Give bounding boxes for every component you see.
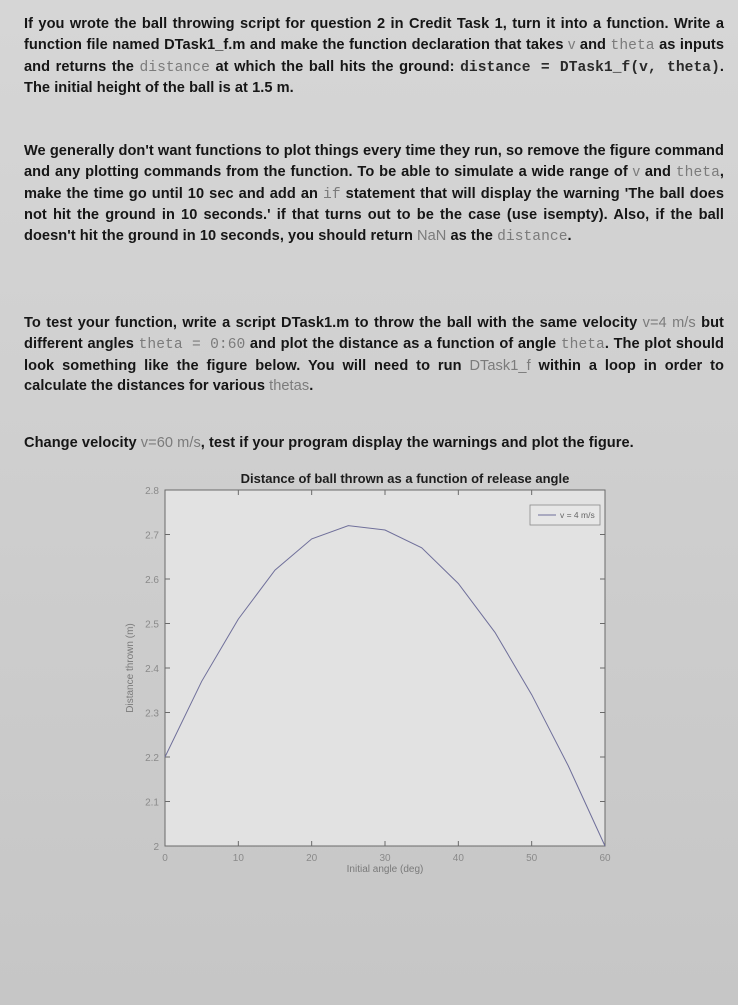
p1-text: . The initial height of the ball is at 1.5 m. <box>24 58 724 97</box>
p4-velocity: v=60 m/s <box>140 435 201 451</box>
y-axis-label: Distance thrown (m) <box>125 623 136 713</box>
y-tick-label: 2 <box>153 842 159 853</box>
p1-var-distance: distance <box>139 59 210 76</box>
p2-isempty: isempty <box>543 207 599 224</box>
y-tick-label: 2.8 <box>145 486 159 497</box>
p2-text: , make the time go until 10 sec and add an <box>24 163 724 202</box>
p3-text: and plot the distance as a function of angle <box>245 335 561 352</box>
y-tick-label: 2.3 <box>145 708 159 720</box>
x-tick-label: 40 <box>452 853 464 864</box>
p2-text: and <box>640 163 676 180</box>
p1-text: and make the function declaration that takes <box>245 36 569 53</box>
x-tick-label: 0 <box>162 853 168 864</box>
p3-text: to throw the ball with the same velocity <box>349 315 643 331</box>
p2-var-theta: theta <box>675 164 720 181</box>
p2-text: We generally don't want functions to plot things every time they run, so remove the figure command and any plotting commands from the function. To be able to simulate a wide range of <box>24 143 724 180</box>
y-tick-label: 2.5 <box>145 619 159 631</box>
legend <box>530 505 600 525</box>
p2-nan: NaN <box>417 228 447 245</box>
p2-var-v: v <box>632 163 641 180</box>
p1-text: as inputs and returns the <box>24 36 724 75</box>
p1-text: and <box>575 36 611 53</box>
y-tick-label: 2.1 <box>145 797 159 809</box>
p4-text: , test if your program display the warnings and plot the figure. <box>200 435 634 451</box>
x-tick-label: 60 <box>599 853 611 864</box>
p1-var-theta: theta <box>610 37 655 54</box>
p3-text: To test your function, write a script <box>24 315 282 331</box>
p2-keyword-if: if <box>323 186 341 203</box>
p2-text: . <box>567 228 572 245</box>
p3-angles: theta = 0:60 <box>138 336 246 353</box>
p1-text: If you wrote the ball throwing script for question 2 in Credit Task 1, turn it into a function. Write a function file named <box>24 16 724 53</box>
x-tick-label: 50 <box>526 853 538 864</box>
p2-text: ). Also, if the ball doesn't hit the ground in 10 seconds, you should return <box>24 207 725 245</box>
x-axis-label: Initial angle (deg) <box>346 864 424 875</box>
x-tick-label: 20 <box>306 853 318 864</box>
y-tick-label: 2.2 <box>145 753 159 764</box>
p3-var-theta: theta <box>560 336 605 353</box>
chart-title: Distance of ball thrown as a function of release angle <box>240 471 570 486</box>
x-tick-label: 10 <box>232 853 244 864</box>
x-tick-label: 30 <box>379 853 391 864</box>
p1-filename: DTask1_f.m <box>164 36 246 53</box>
y-tick-label: 2.6 <box>145 575 159 586</box>
p2-text: as the <box>446 228 498 245</box>
plot-area <box>165 490 605 846</box>
legend-entry: v = 4 m/s <box>560 510 595 520</box>
p2-var-distance: distance <box>497 229 568 246</box>
y-tick-label: 2.4 <box>145 664 159 675</box>
p3-func-name: DTask1_f <box>469 357 531 374</box>
y-tick-label: 2.7 <box>145 530 159 542</box>
p3-script-name: DTask1.m <box>281 315 350 331</box>
p1-code-signature: distance = DTask1_f(v, theta) <box>460 59 720 76</box>
p3-text: . The plot should look something like the figure below. You will need to run <box>24 335 724 374</box>
p2-text: statement that will display the warning 'The ball does not hit the ground in 10 seconds.' if that turns out to be the case (use <box>24 185 725 224</box>
p3-text: . <box>309 378 314 395</box>
p1-text: at which the ball hits the ground: <box>209 58 461 75</box>
p3-text: but different angles <box>24 315 724 352</box>
p4-text: Change velocity <box>24 435 141 451</box>
p3-thetas: thetas <box>269 378 310 395</box>
p1-var-v: v <box>568 36 576 53</box>
p3-text: within a loop in order to calculate the distances for various <box>24 357 724 395</box>
p3-velocity: v=4 m/s <box>642 315 696 331</box>
